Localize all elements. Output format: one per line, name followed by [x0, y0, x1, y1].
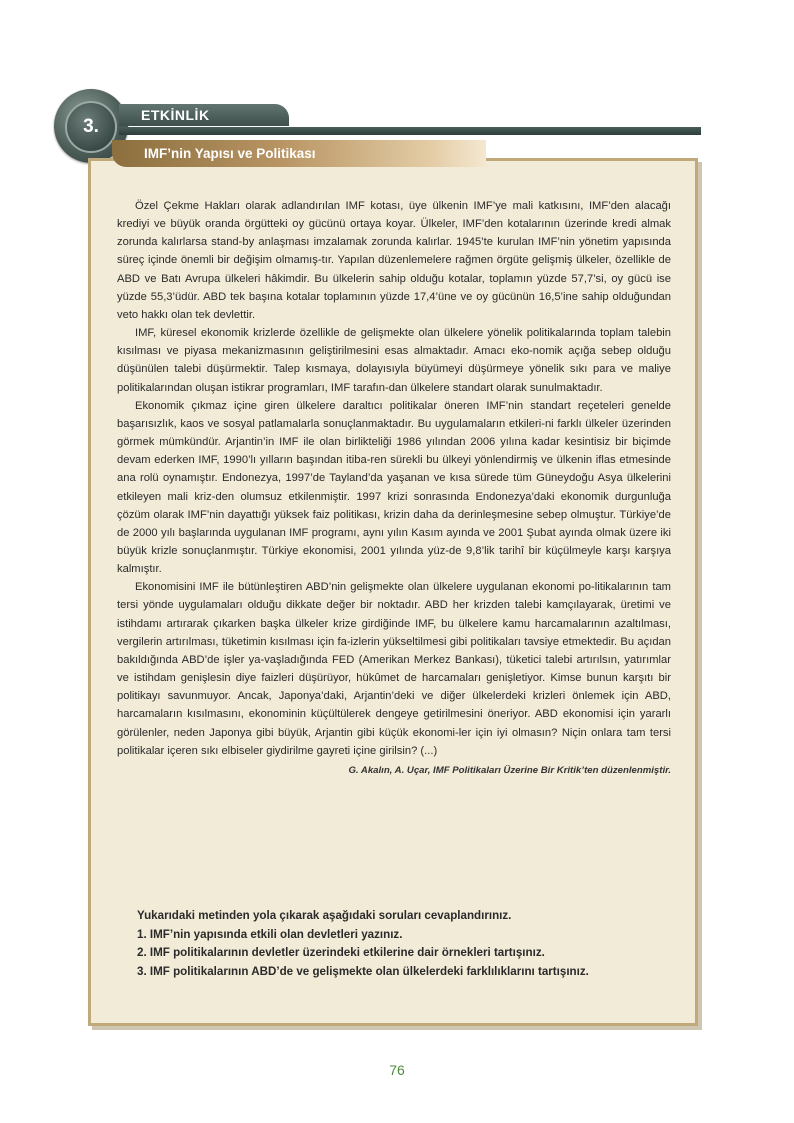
reading-text: [117, 197, 671, 780]
paragraph-3: Ekonomik çıkmaz içine giren ülkelere daraltıcı politikalar öneren IMF’nin standart reçeteleri genelde başarısızlık, kaos ve sosyal patlamalarla sonuçlanmaktadır. Bu uygulamaların etkileri-ni farklı ülkeler üzerinden görmek mümkündür. Arjantin’in IMF ile olan birlikteliği 1986 yılından 2006 yılına kadar kesintisiz bir biçimde devam ederken IMF, 1990’lı yılların başından itiba-ren sürekli bu ülkeyi yönlendirmiş ve ülkenin iflas etmesinde ana rolü oynamıştır. Endonezya, 1997’de Tayland’da yaşanan ve kısa sürede tüm Güneydoğu Asya ülkelerini etkileyen mali kriz-den olumsuz etkilenmiştir. 1997 krizi sonrasında Endonezya’daki ekonomik durgunluğa çözüm olarak IMF’nin dayattığı yüksek faiz politikası, krizin daha da derinleşmesine sebep olmuştur. Türkiye’de de 2000 yılı başlarında uygulanan IMF programı, aynı yılın Kasım ayında ve 2001 Şubat ayında olmak üzere iki büyük krizle sonuçlanmıştır. Türkiye ekonomisi, 2001 yılında yüz-de 9,8’lik tarihî bir küçülmeyle karşı karşıya kalmıştır.: [117, 399, 671, 576]
paragraph-1: Özel Çekme Hakları olarak adlandırılan IMF kotası, üye ülkenin IMF’ye mali katkısını, IMF’den alacağı krediyi ve büyük oranda örgütteki oy gücünü ortaya koyar. Ülkeler, IMF’den kotalarının üzerinde kredi almak zorunda kalırlarsa stand-by anlaşması imzalamak zorunda kalırlar. 1945’te kurulan IMF’nin yönetim yapısında süreç içinde önemli bir değişim olmamış-tır. Yapılan düzenlemelere rağmen örgüte gelişmiş ülkeler, özellikle de ABD ve Batı Avrupa ülkeleri hâkimdir. Bu ülkelerin sahip olduğu kotalar, toplamın yüzde 57,7’si, oy gücü ise yüzde 55,3’üdür. ABD tek başına kotalar toplamının yüzde 17,4’üne ve oy gücünün 16,5’ine sahip olduğundan veto hakkı olan tek devlettir.: [117, 200, 671, 321]
page-number: 76: [389, 1062, 405, 1078]
questions-block: [137, 907, 677, 981]
question-item: 2. IMF politikalarının devletler üzerindeki etkilerine dair örnekleri tartışınız.: [137, 946, 545, 959]
section-label: ETKİNLİK: [119, 104, 289, 126]
question-item: 3. IMF politikalarının ABD’de ve gelişmekte olan ülkelerdeki farklılıklarını tartışınız.: [137, 964, 589, 978]
questions-intro: Yukarıdaki metinden yola çıkarak aşağıdaki soruları cevaplandırınız.: [137, 909, 512, 922]
header-rule: [119, 127, 701, 135]
paragraph-4: Ekonomisini IMF ile bütünleştiren ABD’nin gelişmekte olan ülkelere uygulanan ekonomi po-litikalarının tam tersi yönde uygulamaları olduğu dikkate değer bir noktadır. ABD her krizden talebi kamçılayarak, üretimi ve istihdamı artırarak çıkarken başka ülkeler krize girdiğinde IMF, bu ülkelere kamu harcamalarının azaltılması, vergilerin artırılması, tüketimin kısılması için fa-izlerin yükseltilmesi gibi politikaları tavsiye etmektedir. Bu açıdan bakıldığında ABD’de işler ya-vaşladığında FED (Amerikan Merkez Bankası), tüketici talebi artırılsın, yatırımlar ve istihdam genişlesin diye faizleri düşürüyor, hükûmet de harcamaları genişletiyor. Kimse bunun karşıtı bir politikayı savunmuyor. Ancak, Japonya’daki, Arjantin’deki ve diğer ülkelerdeki krizleri önlemek için ABD, harcamaların kısılmasını, ekonominin küçültülerek dengeye getirilmesini öneriyor. ABD ekonomisi için yararlı görülenler, neden Japonya gibi büyük, Arjantin gibi küçük ekonomi-ler için iyi olmasın? Niçin onlara tam tersi politikalar içeren sıkı elbiseler giydirilme gayreti içine girilsin? (...): [117, 581, 671, 757]
activity-title: IMF’nin Yapısı ve Politikası: [112, 140, 486, 167]
source-citation: G. Akalın, A. Uçar, IMF Politikaları Üzerine Bir Kritik’ten düzenlenmiştir.: [348, 764, 671, 776]
activity-number: 3.: [65, 101, 117, 153]
paragraph-2: IMF, küresel ekonomik krizlerde özellikle de gelişmekte olan ülkelere yönelik politikalarında toplam talebin kısılması ve piyasa mekanizmasının geliştirilmesini esas almaktadır. Amacı eko-nomik açığa sebep olduğu düşünülen talebi düşürmektir. Talep kısmaya, dolayısıyla büyümeyi düşürmeye yönelik sıkı para ve maliye politikalarından oluşan istikrar programları, IMF tarafın-dan ülkelere standart olarak sunulmaktadır.: [117, 327, 671, 394]
question-item: 1. IMF’nin yapısında etkili olan devletleri yazınız.: [137, 927, 403, 941]
